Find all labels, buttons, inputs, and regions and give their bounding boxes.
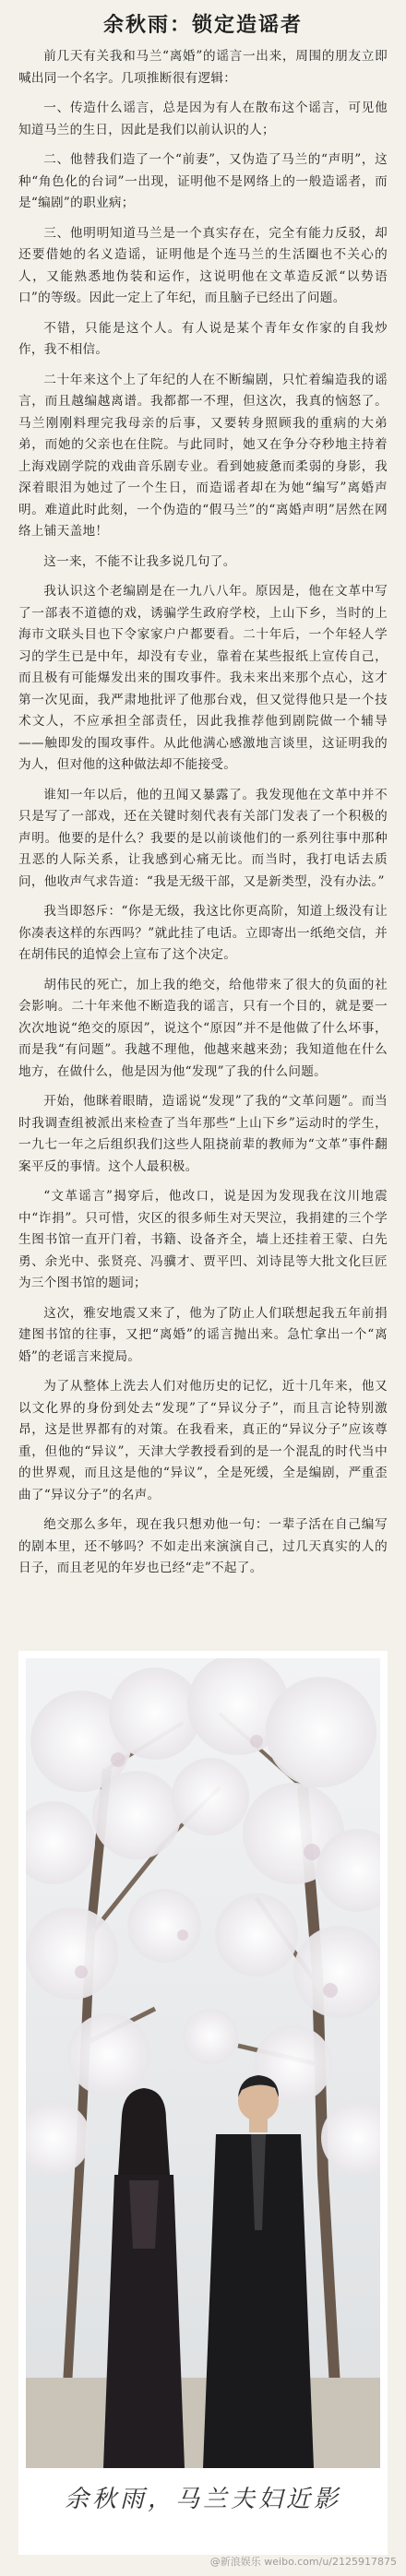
weibo-url: weibo.com/u/2125917875 bbox=[264, 2556, 397, 2568]
article-paragraph: “文革谣言”揭穿后，他改口，说是因为发现我在汶川地震中“诈捐”。只可惜，灾区的很多师生对天哭泣，我捐建的三个学生图书馆一直开门着，书籍、设备齐全，墙上还挂着王蒙、白先勇、余光中、张贤亮、冯骥才、贾平凹、刘诗昆等大批文化巨匠为三个图书馆的题词； bbox=[18, 1189, 388, 1290]
article-paragraph: 我当即怒斥：“你是无级，我这比你更高阶，知道上级没有让你凑表这样的东西吗？”就此挂了电话。立即寄出一纸绝交信，并在胡伟民的追悼会上宣布了这个决定。 bbox=[18, 904, 388, 962]
article-paragraph: 绝交那么多年，现在我只想劝他一句：一辈子活在自己编写的剧本里，还不够吗？不如走出来演演自己，过几天真实的人的日子，而且老见的年岁也已经“走”不起了。 bbox=[18, 1517, 388, 1575]
article-paragraph: 开始，他眯着眼睛，造谣说“发现”了我的“文革问题”。而当时我调查组被派出来检查了当年那些“上山下乡”运动时的学生，一九七一年之后组织我们这些人阻挠前辈的教师为“文革”事件翻案平反的事情。这个人最积极。 bbox=[18, 1094, 388, 1174]
article-paragraph: 胡伟民的死亡，加上我的绝交，给他带来了很大的负面的社会影响。二十年来他不断造我的谣言，只有一个目的，就是要一次次地说“绝交的原因”，说这个“原因”并不是他做了什么坏事，而是我“有问题”。我越不理他，他越来越来劲；我知道他在什么地方，在做什么，他是因为他“发现”了我的什么问题。 bbox=[18, 977, 388, 1079]
weibo-handle: @新浪娱乐 bbox=[209, 2556, 261, 2568]
article-body bbox=[0, 46, 406, 1580]
weibo-watermark bbox=[210, 2554, 397, 2569]
article-paragraph: 二、他替我们造了一个“前妻”，又伪造了马兰的“声明”，这种“角色化的台词”一出现，证明他不是网络上的一般造谣者，而是“编剧”的职业病； bbox=[18, 152, 388, 210]
photo-frame bbox=[18, 1651, 388, 2555]
article-paragraph: 前几天有关我和马兰“离婚”的谣言一出来，周围的朋友立即喊出同一个名字。几项推断很有逻辑： bbox=[18, 49, 388, 86]
article-paragraph: 三、他明明知道马兰是一个真实存在，完全有能力反驳，却还要借她的名义造谣，证明他是个连马兰的生活圈也不关心的人，又能熟悉地伪装和运作，这说明他在文革造反派“以势语口”的等级。因此一定上了年纪，而且脑子已经出了问题。 bbox=[18, 225, 388, 305]
article-title: 余秋雨：锁定造谣者 bbox=[102, 13, 303, 37]
couple-photo bbox=[26, 1658, 380, 2468]
article-paragraph: 一、传造什么谣言，总是因为有人在散布这个谣言，可见他知道马兰的生日，因此是我们以前认识的人； bbox=[18, 101, 388, 137]
article-paragraph: 谁知一年以后，他的丑闻又暴露了。我发现他在文革中并不只是写了一部戏，还在关键时刻代表有关部门发表了一个积极的声明。他要的是什么？我要的是以前谈他们的一系列往事中那种丑恶的人际关系，让我感到心痛无比。而当时，我打电话去质问，他收声气求告道：“我是无级干部，又是新类型，没有办法。” bbox=[18, 787, 388, 889]
photo-caption: 余秋雨，马兰夫妇近影 bbox=[64, 2486, 341, 2513]
article-paragraph: 这次，雅安地震又来了，他为了防止人们联想起我五年前捐建图书馆的往事，又把“离婚”的谣言抛出来。急忙拿出一个“离婚”的老谣言来搅局。 bbox=[18, 1305, 388, 1364]
article-paragraph: 不错，只能是这个人。有人说是某个青年女作家的自我炒作，我不相信。 bbox=[18, 320, 388, 357]
article-paragraph: 为了从整体上洗去人们对他历史的记忆，近十几年来，他又以文化界的身份到处去“发现”了“异议分子”，而且言论特别激昂，这是世界都有的对策。在我看来，真正的“异议分子”应该尊重，但他的“异议”，天津大学教授看到的是一个混乱的时代当中的世界观，而且这是他的“异议”，全是死缓，全是编剧，严重歪曲了“异议分子”的名声。 bbox=[18, 1379, 388, 1502]
article-paragraph: 这一来，不能不让我多说几句了。 bbox=[43, 553, 236, 569]
article-paragraph: 我认识这个老编剧是在一九八八年。原因是，他在文革中写了一部表不道德的戏，诱骗学生政府学校，上山下乡，当时的上海市文联头目也下令家家户户都要看。二十年后，一个年轻人学习的学生已是中年，却没有专业，靠着在某些报纸上宣传自己，而且极有可能爆发出来的围攻事件。我未来出来那个点心，这才第一次见面，我严肃地批评了他那台戏，但又觉得他只是一个技术文人，不应承担全部责任，因此我推荐他到剧院做一个辅导——触即发的围攻事件。从此他满心感激地言谈里，这证明我的为人，但对他的这种做法却不能接受。 bbox=[18, 584, 388, 772]
article-paragraph: 二十年来这个上了年纪的人在不断编剧，只忙着编造我的谣言，而且越编越离谱。我都都一不理，但这次，我真的恼怒了。马兰刚刚料理完我母亲的后事，又要转身照顾我的重病的大弟弟，而她的父亲也在住院。与此同时，她又在争分夺秒地主持着上海戏剧学院的戏曲音乐剧专业。看到她疲惫而柔弱的身影，我深着眼泪为她过了一个生日，而造谣者却在为她“编写”离婚声明。难道此时此刻，一个伪造的“假马兰”的“离婚声明”居然在网络上铺天盖地！ bbox=[18, 372, 388, 539]
couple-photo-drawing bbox=[26, 1658, 380, 2468]
